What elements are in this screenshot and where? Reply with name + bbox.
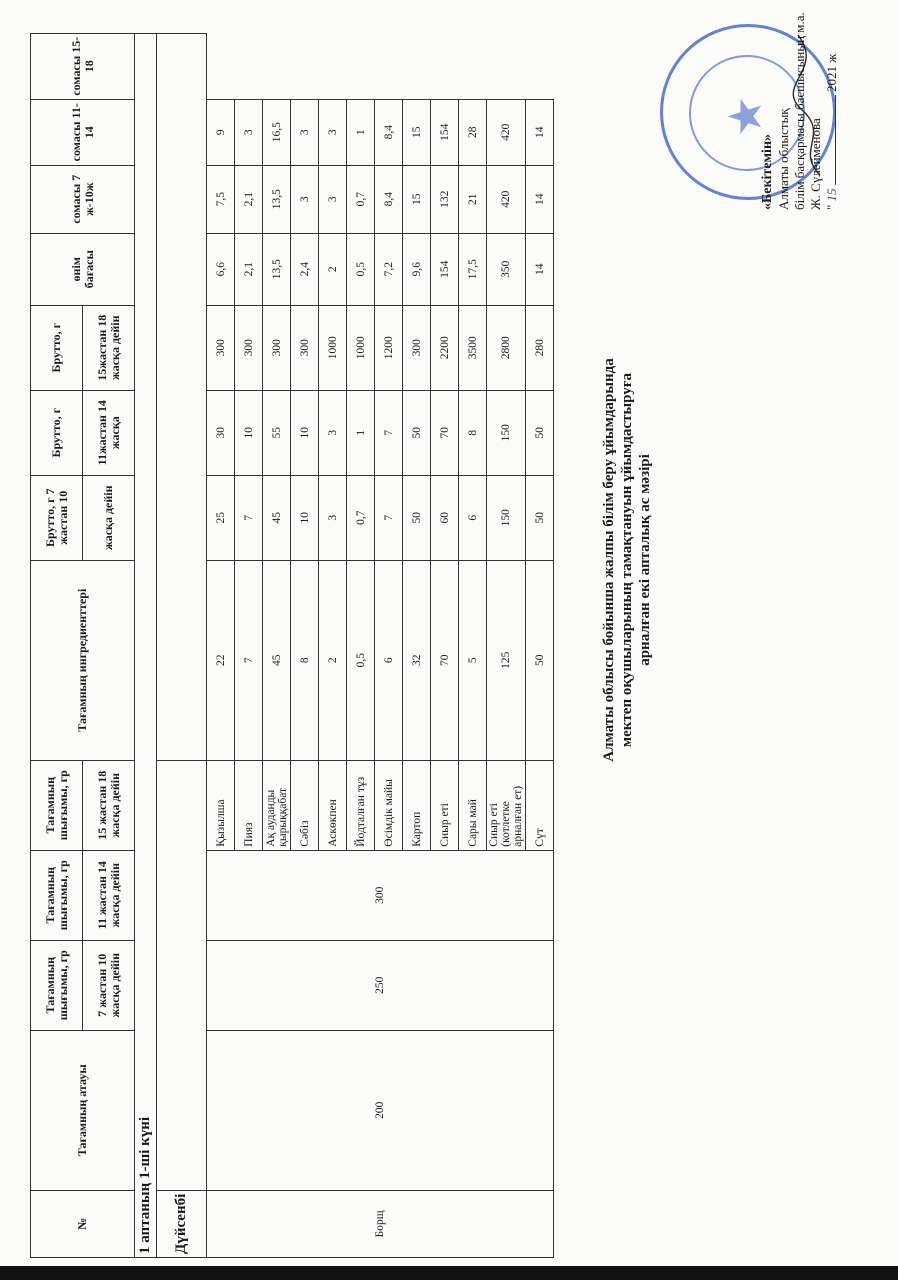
cell-ingredient: Қызылша — [207, 760, 235, 850]
header-brutto-15: Брутто, г — [31, 305, 83, 390]
cell-ingredient: Сары май — [459, 760, 487, 850]
header-ingredients: Тағамның ингредиенттері — [31, 560, 135, 760]
cell-b15: 1 — [347, 390, 375, 475]
cell-ingredient: Ақ ауданды қырыққабат — [263, 760, 291, 850]
approval-line-3: Ж. Сүлейменова — [808, 118, 823, 210]
cell-b7: 22 — [207, 560, 235, 760]
header-brutto-7: Брутто, г 7 жастан 10 — [31, 475, 83, 560]
cell-s11: 3 — [291, 165, 319, 233]
cell-s11: 420 — [487, 165, 526, 233]
approval-line-1: Алматы облыстық — [776, 108, 791, 210]
cell-b7: 0,5 — [347, 560, 375, 760]
cell-b7: 5 — [459, 560, 487, 760]
week-day-label: 1 аптаның 1-ші күні — [135, 33, 157, 1257]
cell-b7: 45 — [263, 560, 291, 760]
cell-b7: 125 — [487, 560, 526, 760]
dish-output-7: 200 — [207, 1030, 554, 1190]
cell-price: 2200 — [431, 305, 459, 390]
cell-s11: 2,1 — [235, 165, 263, 233]
header-age-7: 7 жастан 10 жасқа дейін — [83, 940, 135, 1030]
cell-ingredient: Өсімдік майы — [375, 760, 403, 850]
cell-b11: 3 — [319, 475, 347, 560]
approval-date-year: 2021 ж — [824, 53, 839, 92]
cell-s11: 132 — [431, 165, 459, 233]
header-output-15: Тағамның шығымы, гр — [31, 760, 83, 850]
cell-b15: 7 — [375, 390, 403, 475]
official-stamp: ★ — [660, 24, 836, 200]
cell-s7: 0,5 — [347, 233, 375, 305]
cell-s11: 3 — [319, 165, 347, 233]
table-row — [207, 33, 235, 1257]
cell-s15: 3 — [235, 99, 263, 165]
header-sum-7: сомасы 7 ж-10ж — [31, 165, 135, 233]
cell-s7: 154 — [431, 233, 459, 305]
heading-line-3: арналған екі апталық ас мәзірі — [637, 454, 653, 666]
header-brutto-11-sub — [83, 390, 135, 475]
header-sum-15: сомасы 15-18 — [31, 33, 135, 99]
cell-price: 300 — [263, 305, 291, 390]
cell-s11: 15 — [403, 165, 431, 233]
cell-s7: 9,6 — [403, 233, 431, 305]
cell-ingredient: Картоп — [403, 760, 431, 850]
cell-b15: 150 — [487, 390, 526, 475]
week-day-row — [135, 33, 157, 1257]
cell-b11: 45 — [263, 475, 291, 560]
approval-date — [824, 0, 840, 210]
cell-s11: 0,7 — [347, 165, 375, 233]
header-output-11: Тағамның шығымы, гр — [31, 850, 83, 940]
cell-price: 300 — [235, 305, 263, 390]
cell-s11: 8,4 — [375, 165, 403, 233]
cell-b11: 7 — [235, 475, 263, 560]
header-brutto-15-sub: 15жастан 18 жасқа дейін — [83, 305, 135, 390]
cell-ingredient: Йодталған тұз — [347, 760, 375, 850]
cell-s11: 14 — [526, 165, 554, 233]
cell-b11: 0,7 — [347, 475, 375, 560]
header-no: № — [31, 1190, 135, 1257]
cell-s15: 154 — [431, 99, 459, 165]
cell-s15: 28 — [459, 99, 487, 165]
cell-b7: 70 — [431, 560, 459, 760]
cell-b11: 60 — [431, 475, 459, 560]
cell-b15: 30 — [207, 390, 235, 475]
cell-price: 2800 — [487, 305, 526, 390]
heading-line-1: Алматы облысы бойынша жалпы білім беру ұйымдарында — [601, 358, 617, 762]
cell-b7: 8 — [291, 560, 319, 760]
cell-b11: 7 — [375, 475, 403, 560]
cell-b15: 10 — [235, 390, 263, 475]
header-age-15: 15 жастан 18 жасқа дейін — [83, 760, 135, 850]
cell-b7: 2 — [319, 560, 347, 760]
approval-block — [760, 0, 840, 210]
cell-price: 300 — [207, 305, 235, 390]
cell-s11: 21 — [459, 165, 487, 233]
cell-ingredient: Сәбіз — [291, 760, 319, 850]
cell-b7: 50 — [526, 560, 554, 760]
cell-s7: 6,6 — [207, 233, 235, 305]
dish-name: Борщ — [207, 1190, 554, 1257]
cell-s15: 8,4 — [375, 99, 403, 165]
header-sum-11: сомасы 11-14 — [31, 99, 135, 165]
cell-price: 1000 — [347, 305, 375, 390]
cell-s15: 1 — [347, 99, 375, 165]
cell-s7: 14 — [526, 233, 554, 305]
header-brutto-11: Брутто, г — [31, 390, 83, 475]
bottom-edge-bar — [0, 1266, 898, 1280]
cell-s7: 13,5 — [263, 233, 291, 305]
cell-s7: 2,1 — [235, 233, 263, 305]
cell-price: 1200 — [375, 305, 403, 390]
dish-output-15: 300 — [207, 850, 554, 940]
cell-s7: 350 — [487, 233, 526, 305]
header-output-7: Тағамның шығымы, гр — [31, 940, 83, 1030]
cell-price: 1000 — [319, 305, 347, 390]
cell-b15: 70 — [431, 390, 459, 475]
cell-price: 3500 — [459, 305, 487, 390]
header-brutto-7-sub: жасқа дейін — [83, 475, 135, 560]
table-row — [157, 33, 207, 1257]
cell-s15: 3 — [319, 99, 347, 165]
approval-title: «Бекітемін» — [760, 133, 775, 210]
cell-ingredient: Сүт — [526, 760, 554, 850]
cell-b15: 8 — [459, 390, 487, 475]
cell-s7: 17,5 — [459, 233, 487, 305]
approval-date-day: 15 — [824, 188, 839, 202]
cell-b11: 6 — [459, 475, 487, 560]
document-heading — [600, 220, 654, 900]
cell-price: 300 — [403, 305, 431, 390]
cell-price: 280 — [526, 305, 554, 390]
cell-ingredient: Сиыр еті — [431, 760, 459, 850]
cell-b15: 55 — [263, 390, 291, 475]
approval-date-prefix: " — [824, 204, 839, 210]
cell-b7: 32 — [403, 560, 431, 760]
cell-s15: 14 — [526, 99, 554, 165]
menu-table — [30, 33, 554, 1258]
cell-s15: 3 — [291, 99, 319, 165]
table-header-row — [31, 33, 83, 1257]
cell-s15: 9 — [207, 99, 235, 165]
header-age-11: 11 жастан 14 жасқа дейін — [83, 850, 135, 940]
cell-ingredient: Пияз — [235, 760, 263, 850]
heading-line-2: мектеп оқушыларының тамақтануын ұйымдастыруға — [619, 372, 635, 748]
cell-b15: 50 — [403, 390, 431, 475]
cell-s11: 13,5 — [263, 165, 291, 233]
cell-ingredient: Сиыр еті (котлетке арналған ет) — [487, 760, 526, 850]
day-name: Дүйсенбі — [157, 1190, 207, 1257]
cell-price: 300 — [291, 305, 319, 390]
cell-b11: 10 — [291, 475, 319, 560]
cell-b11: 150 — [487, 475, 526, 560]
cell-s7: 2 — [319, 233, 347, 305]
cell-b11: 50 — [403, 475, 431, 560]
cell-s11: 7,5 — [207, 165, 235, 233]
ingredient-rows — [207, 33, 554, 1257]
cell-s7: 2,4 — [291, 233, 319, 305]
header-price: өнім бағасы — [31, 233, 135, 305]
header-brutto-11-sub-b: жасқа — [107, 416, 122, 450]
cell-s15: 15 — [403, 99, 431, 165]
approval-line-2: білім басқармасы басшысының м.а. — [792, 12, 807, 210]
cell-s15: 420 — [487, 99, 526, 165]
cell-b15: 50 — [526, 390, 554, 475]
cell-b11: 25 — [207, 475, 235, 560]
header-brutto-11-sub-a: 11жастан 14 — [94, 400, 109, 466]
cell-s7: 7,2 — [375, 233, 403, 305]
cell-b15: 3 — [319, 390, 347, 475]
cell-b7: 7 — [235, 560, 263, 760]
cell-b15: 10 — [291, 390, 319, 475]
cell-s15: 16,5 — [263, 99, 291, 165]
cell-b11: 50 — [526, 475, 554, 560]
dish-output-11: 250 — [207, 940, 554, 1030]
cell-ingredient: Аскөкпен — [319, 760, 347, 850]
header-dish-name: Тағамның атауы — [31, 1030, 135, 1190]
cell-b7: 6 — [375, 560, 403, 760]
